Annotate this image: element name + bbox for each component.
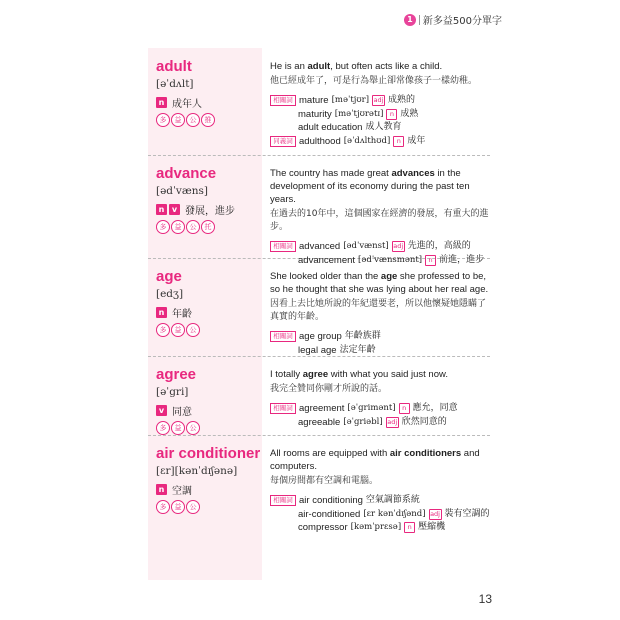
example-column <box>270 167 490 267</box>
page-header <box>404 12 502 27</box>
related-ipa: [ɛr kənˈdɪʃənd] <box>363 508 426 519</box>
related-word: adult education <box>298 122 363 133</box>
header-title: 新多益500分單字 <box>422 16 502 27</box>
exam-tag: 多 <box>156 500 170 514</box>
related-word-row <box>270 240 490 254</box>
sentence-text: in the development of its economy during the past ten years. <box>270 168 470 205</box>
exam-tag: 公 <box>186 220 200 234</box>
sentence-text: He is an <box>270 61 308 72</box>
related-word: adulthood <box>299 135 341 147</box>
example-sentence-zh: 我完全贊同你剛才所說的話。 <box>270 384 388 394</box>
headword: advance <box>156 165 217 182</box>
exam-tags <box>156 500 201 514</box>
related-word-row <box>270 121 490 135</box>
pos-badge: n <box>156 484 167 495</box>
exam-tag: 托 <box>201 220 215 234</box>
sentence-text: She looked older than the <box>270 271 381 282</box>
headword-ipa: [edʒ] <box>156 288 184 300</box>
exam-tag: 益 <box>171 113 185 127</box>
part-of-speech-line <box>156 95 202 110</box>
related-word: maturity <box>298 108 332 120</box>
exam-tags <box>156 113 216 127</box>
headword-ipa: [ədˈvæns] <box>156 185 208 197</box>
definition: 空調 <box>172 486 192 497</box>
related-meaning: 法定年齡 <box>339 344 376 355</box>
related-pos-badge: n <box>386 109 397 120</box>
definition: 年齡 <box>172 309 192 320</box>
related-pos-badge: adj <box>392 241 405 252</box>
related-word-row <box>270 416 490 430</box>
related-pos-badge: adj <box>372 95 385 106</box>
exam-tag: 公 <box>186 421 200 435</box>
related-word: compressor <box>298 522 348 533</box>
related-meaning: 前進，進步 <box>439 254 485 265</box>
exam-tag: 益 <box>171 421 185 435</box>
related-meaning: 應允，同意 <box>412 403 458 413</box>
exam-tag: 益 <box>171 220 185 234</box>
related-word: agreeable <box>298 416 341 428</box>
header-divider <box>419 15 420 25</box>
example-sentence-zh: 每個房間都有空調和電腦。 <box>270 476 379 486</box>
related-ipa: [ədˈvænst] <box>343 241 389 251</box>
pos-badge: v <box>169 204 180 215</box>
exam-tag: 多 <box>156 323 170 337</box>
sentence-keyword: advances <box>391 168 435 179</box>
definition: 同意 <box>172 407 192 418</box>
definition: 成年人 <box>172 99 202 110</box>
example-column <box>270 447 490 535</box>
related-words <box>270 402 490 429</box>
related-words <box>270 240 490 267</box>
entry-separator <box>148 435 490 436</box>
related-label: 相關詞 <box>270 403 296 414</box>
sentence-text: All rooms are equipped with <box>270 448 390 459</box>
exam-tag: 多 <box>156 421 170 435</box>
exam-tag: 公 <box>186 500 200 514</box>
related-ipa: [kəmˈprɛsə] <box>350 522 402 532</box>
related-word: agreement <box>299 403 345 414</box>
part-of-speech-line <box>156 403 192 418</box>
headword-ipa: [əˈdʌlt] <box>156 78 194 90</box>
related-pos-badge: adj <box>386 417 399 428</box>
sentence-text: , but often acts like a child. <box>330 61 443 72</box>
sentence-text: The country has made great <box>270 168 392 179</box>
related-word-row <box>270 108 490 122</box>
sentence-keyword: age <box>380 271 398 282</box>
example-sentence-en <box>270 368 490 381</box>
related-word: advanced <box>299 241 341 252</box>
pos-badge: v <box>156 405 167 416</box>
related-meaning: 空氣調節系統 <box>365 495 420 505</box>
related-ipa: [ədˈvænsmənt] <box>358 254 423 265</box>
exam-tag: 公 <box>186 323 200 337</box>
exam-tag: 益 <box>171 500 185 514</box>
related-word: advancement <box>298 254 356 266</box>
related-word-row <box>270 94 490 108</box>
sentence-text: she professed to be, so he thought that she was lying about her real age. <box>270 271 489 295</box>
pos-badge: n <box>156 204 167 215</box>
related-pos-badge: n <box>399 403 410 414</box>
example-sentence-zh: 在過去的10年中，這個國家在經濟的發展，有重大的進步。 <box>270 209 489 232</box>
related-word-row <box>270 135 490 149</box>
related-ipa: [əˈgriəbl] <box>343 416 383 427</box>
related-ipa: [əˈdʌlthʊd] <box>343 135 391 146</box>
example-sentence-en <box>270 167 490 206</box>
exam-tag: 推 <box>201 113 215 127</box>
related-ipa: [məˈtjʊr] <box>331 95 370 105</box>
exam-tag: 益 <box>171 323 185 337</box>
sentence-keyword: air conditioners <box>389 448 462 459</box>
related-word: mature <box>299 95 329 106</box>
entry-separator <box>148 155 490 156</box>
exam-tags <box>156 323 201 337</box>
headword-ipa: [əˈgri] <box>156 386 189 398</box>
part-of-speech-line <box>156 305 192 320</box>
related-word: air conditioning <box>299 495 363 506</box>
pos-badge: n <box>156 97 167 108</box>
exam-tag: 公 <box>186 113 200 127</box>
related-word: age group <box>299 331 342 342</box>
related-ipa: [məˈtjʊrətɪ] <box>334 108 384 119</box>
related-word-row <box>270 521 490 535</box>
related-word: air-conditioned <box>298 508 361 520</box>
headword: agree <box>156 366 197 383</box>
related-meaning: 欣然同意的 <box>401 416 447 427</box>
related-pos-badge: n <box>393 136 404 147</box>
related-label: 同義詞 <box>270 136 296 147</box>
pos-badge: n <box>156 307 167 318</box>
related-words <box>270 330 490 357</box>
related-meaning: 成年 <box>407 135 426 146</box>
sentence-text: with what you said just now. <box>328 369 448 380</box>
related-words <box>270 94 490 148</box>
example-column <box>270 270 490 357</box>
example-column <box>270 368 490 429</box>
exam-tags <box>156 220 216 234</box>
related-word-row <box>270 402 490 416</box>
related-meaning: 成熟 <box>400 108 419 119</box>
example-sentence-zh: 他已經成年了，可是行為舉止卻常像孩子一樣幼稚。 <box>270 76 478 86</box>
headword: adult <box>156 58 192 75</box>
related-words <box>270 494 490 535</box>
page-number: 13 <box>478 592 492 606</box>
related-meaning: 成熟的 <box>388 95 416 105</box>
related-word-row <box>270 508 490 522</box>
related-word-row <box>270 330 490 344</box>
headword-ipa: [ɛr][kənˈdɪʃənə] <box>156 465 238 477</box>
related-meaning: 年齡族群 <box>344 331 381 341</box>
related-pos-badge: n <box>425 255 436 266</box>
exam-tags <box>156 421 201 435</box>
related-meaning: 成人教育 <box>365 122 402 132</box>
example-sentence-en <box>270 60 490 73</box>
example-column <box>270 60 490 148</box>
example-sentence-en <box>270 270 490 296</box>
example-sentence-en <box>270 447 490 473</box>
related-label: 相關詞 <box>270 95 296 106</box>
related-label: 相關詞 <box>270 241 296 252</box>
related-word: legal age <box>298 344 337 356</box>
related-word-row <box>270 254 490 268</box>
definition: 發展，進步 <box>185 206 235 217</box>
sentence-text: I totally <box>270 369 303 380</box>
related-label: 相關詞 <box>270 331 296 342</box>
chapter-badge: 1 <box>404 14 416 26</box>
related-pos-badge: n <box>404 522 415 533</box>
sentence-text: and computers. <box>270 448 480 472</box>
part-of-speech-line <box>156 202 235 217</box>
related-meaning: 先進的，高級的 <box>407 241 471 251</box>
related-word-row <box>270 494 490 508</box>
related-word-row <box>270 344 490 358</box>
headword: air conditioner <box>156 445 261 462</box>
sentence-keyword: agree <box>302 369 329 380</box>
example-sentence-zh: 因看上去比她所說的年紀還要老，所以他懷疑她隱瞞了真實的年齡。 <box>270 299 487 322</box>
exam-tag: 多 <box>156 113 170 127</box>
exam-tag: 多 <box>156 220 170 234</box>
related-meaning: 壓縮機 <box>418 522 446 532</box>
related-meaning: 裝有空調的 <box>444 508 490 519</box>
headword: age <box>156 268 182 285</box>
sentence-keyword: adult <box>307 61 331 72</box>
related-pos-badge: adj <box>429 509 442 520</box>
related-label: 相關詞 <box>270 495 296 506</box>
related-ipa: [əˈgrimənt] <box>347 403 396 413</box>
part-of-speech-line <box>156 482 192 497</box>
